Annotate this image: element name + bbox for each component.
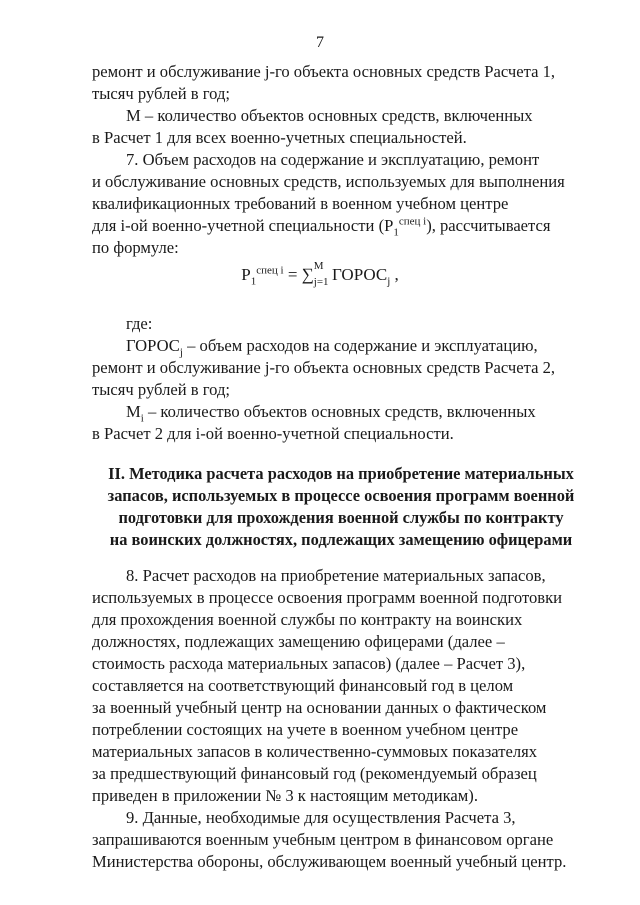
text-line: ремонт и обслуживание j-го объекта основных средств Расчета 2,: [92, 358, 556, 377]
text-line: квалификационных требований в военном учебном центре: [92, 194, 509, 213]
text-line: ремонт и обслуживание j-го объекта основных средств Расчета 1,: [92, 62, 556, 81]
text-line: материальных запасов в количественно-суммовых показателях: [92, 742, 538, 761]
text-line: потреблении состоящих на учете в военном учебном центре: [92, 720, 519, 739]
text-line: в Расчет 1 для всех военно-учетных специальностей.: [92, 128, 467, 147]
text-line-with-symbol: $ГОРОС_j$ – объем расходов на содержание и эксплуатацию,: [126, 336, 538, 359]
text-line: запрашиваются военным учебным центром в финансовом органе: [92, 830, 554, 849]
text-line: должностях, подлежащих замещению офицерами (далее –: [92, 632, 505, 651]
formula: $P_1^{спец i}$ = ∑ M j=1 $ГОРОС_j$ ,: [241, 260, 399, 288]
text-fragment: для i-ой военно-учетной специальности (: [92, 216, 385, 235]
text-line: и обслуживание основных средств, используемых для выполнения: [92, 172, 565, 191]
text-line: за военный учебный центр на основании данных о фактическом: [92, 698, 547, 717]
text-line: 8. Расчет расходов на приобретение материальных запасов,: [126, 566, 546, 585]
text-line: в Расчет 2 для i-ой военно-учетной специальности.: [92, 424, 454, 443]
inline-symbol: $P_1^{спец i}$: [384, 215, 427, 239]
section-heading-line: на воинских должностях, подлежащих замещению офицерами: [109, 530, 573, 549]
text-line: стоимость расхода материальных запасов) (далее – Расчет 3),: [92, 654, 526, 673]
text-line-with-symbol: $M_i$ – количество объектов основных средств, включенных: [126, 402, 536, 425]
text-line: тысяч рублей в год;: [92, 84, 230, 103]
text-line-with-symbol: [92, 215, 590, 239]
text-line: M – количество объектов основных средств, включенных: [126, 106, 533, 125]
section-heading-line: II. Методика расчета расходов на приобретение материальных: [108, 464, 574, 483]
text-line: 7. Объем расходов на содержание и эксплуатацию, ремонт: [126, 150, 540, 169]
text-line: составляется на соответствующий финансовый год в целом: [92, 676, 514, 695]
section-heading-line: подготовки для прохождения военной службы по контракту: [118, 508, 564, 527]
text-line: за предшествующий финансовый год (рекомендуемый образец: [92, 764, 537, 783]
text-line: Министерства обороны, обслуживающем военный учебный центр.: [92, 852, 567, 871]
text-line: приведен в приложении № 3 к настоящим методикам).: [92, 786, 478, 805]
text-line: для прохождения военной службы по контракту на воинских: [92, 610, 523, 629]
page-number: 7: [316, 34, 324, 51]
text-line: по формуле:: [92, 238, 179, 257]
text-fragment: ), рассчитывается: [426, 216, 551, 235]
section-heading-line: запасов, используемых в процессе освоения программ военной: [107, 486, 575, 505]
text-line: 9. Данные, необходимые для осуществления Расчета 3,: [126, 808, 516, 827]
text-line: используемых в процессе освоения программ военной подготовки: [92, 588, 563, 607]
text-line: тысяч рублей в год;: [92, 380, 230, 399]
text-line: где:: [126, 314, 153, 333]
